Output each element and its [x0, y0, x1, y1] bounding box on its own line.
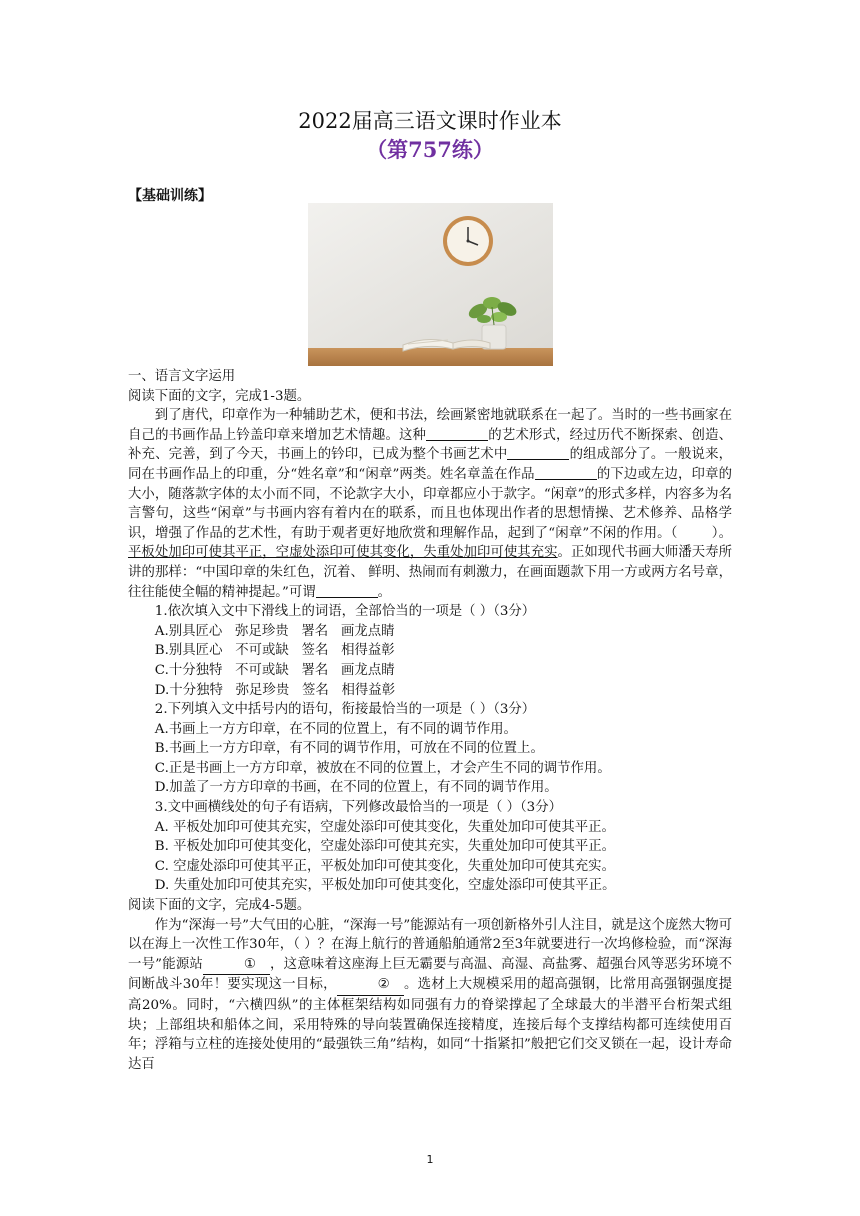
fill-blank: [426, 426, 488, 441]
blank-1: ①: [203, 955, 270, 976]
q1-option-b: B.别具匠心 不可或缺 签名 相得益彰: [154, 643, 395, 659]
q1-option-d: D.十分独特 弥足珍贵 签名 相得益彰: [154, 682, 396, 698]
q3-option-a: A. 平板处加印可使其充实，空虚处添印可使其变化，失重处加印可使其平正。: [154, 819, 615, 835]
question-1: 1.依次填入文中下滑线上的词语，全部恰当的一项是（ ）（3分）: [154, 604, 536, 620]
document-subtitle: （第757练）: [366, 137, 494, 162]
document-title: 2022届高三语文课时作业本: [298, 109, 562, 133]
illustration-svg: [308, 203, 553, 366]
document-body: [128, 367, 732, 1074]
question-3: 3.文中画横线处的句子有语病，下列修改最恰当的一项是（ ）（3分）: [154, 800, 562, 816]
part2-intro: 阅读下面的文字，完成4-5题。: [128, 898, 311, 914]
q3-option-d: D. 失重处加印可使其充实，平板处加印可使其变化，空虚处添印可使其平正。: [154, 878, 616, 894]
q3-option-c: C. 空虚处添印可使其平正，平板处加印可使其变化，失重处加印可使其充实。: [154, 858, 615, 874]
passage-1: 到了唐代，印章作为一种辅助艺术，便和书法，绘画紧密地就联系在一起了。当时的一些书画家在自己的书画作品上钤盖印章来增加艺术情趣。这种 的艺术形式，经过历代不断探索、创造、补充、完善，到了今天，书画上的钤印，已成为整个书画艺术中 的组成部分了。一般说来，同在书画作品上的印重，分“姓名章”和“闲章”两类。姓名章盖在作品 的下边或左边，印章的大小，随落款字体的太小而不同，不论款字大小，印章都应小于款字。“闲章”的形式多样，内容多为名言警句，这些“闲章”与书画内容有着内在的联系，而且也体现出作者的思想情操、艺术修养、品格学识，增强了作品的艺术性，有助于观者更好地欣赏和理解作品，起到了“闲章”不闲的作用。（ ）。平板处加印可使其平正，空虚处添印可使其变化，失重处加印可使其充实。正如现代书画大师潘天寿所讲的那样：“中国印章的朱红色，沉着、 鲜明、热闹而有刺激力，在画面题款下用一方或两方名号章，往往能使全幅的精神提起。”可谓 。: [128, 408, 733, 600]
underlined-sentence: 平板处加印可使其平正，空虚处添印可使其变化，失重处加印可使其充实: [128, 545, 558, 561]
part1-intro: 阅读下面的文字，完成1-3题。: [128, 388, 311, 404]
passage-2: 作为“深海一号”大气田的心脏，“深海一号”能源站有一项创新格外引人注目，就是这个庞然大物可以在海上一次性工作30年，（ ）？在海上航行的普通船舶通常2至3年就要进行一次坞修检验，而“深海一号”能源站 ① ，这意味着这座海上巨无霸要与高温、高湿、高盐雾、超强台风等恶劣环境不间断战斗30年！要实现这一目标， ② 。选材上大规模采用的超高强钢，比常用高强钢强度提高20%。同时，“六横四纵”的主体框架结构如同强有力的脊梁撑起了全球最大的半潜平台桁架式组块；上部组块和船体之间，采用特殊的导向装置确保连接精度，连接后每个支撑结构都可连续使用百年；浮箱与立柱的连接处使用的“最强铁三角”结构，如同“十指紧扣”般把它们交叉锁在一起，设计寿命达百: [128, 917, 732, 1072]
page-number: 1: [426, 1153, 434, 1166]
fill-blank: [507, 445, 569, 460]
blank-2: ②: [337, 975, 404, 996]
part1-heading: 一、语言文字运用: [128, 369, 236, 384]
q3-option-b: B. 平板处加印可使其变化，空虚处添印可使其充实，失重处加印可使其平正。: [154, 839, 616, 855]
q2-option-b: B.书画上一方方印章，有不同的调节作用，可放在不同的位置上。: [154, 741, 544, 757]
wall-clock-icon: [443, 216, 493, 266]
fill-blank: [316, 583, 378, 598]
section-label: 【基础训练】: [128, 188, 212, 204]
q1-option-a: A.别具匠心 弥足珍贵 署名 画龙点睛: [154, 623, 395, 639]
illustration-photo: [308, 203, 553, 366]
q2-option-a: A.书画上一方方印章，在不同的位置上，有不同的调节作用。: [154, 721, 517, 737]
question-2: 2.下列填入文中括号内的语句，衔接最恰当的一项是（ ）（3分）: [154, 702, 536, 718]
q1-option-c: C.十分独特 不可或缺 署名 画龙点睛: [154, 662, 395, 678]
q2-option-d: D.加盖了一方方印章的书画，在不同的位置上，有不同的调节作用。: [154, 780, 558, 796]
fill-blank: [535, 465, 597, 480]
q2-option-c: C.正是书画上一方方印章，被放在不同的位置上，才会产生不同的调节作用。: [154, 760, 611, 776]
